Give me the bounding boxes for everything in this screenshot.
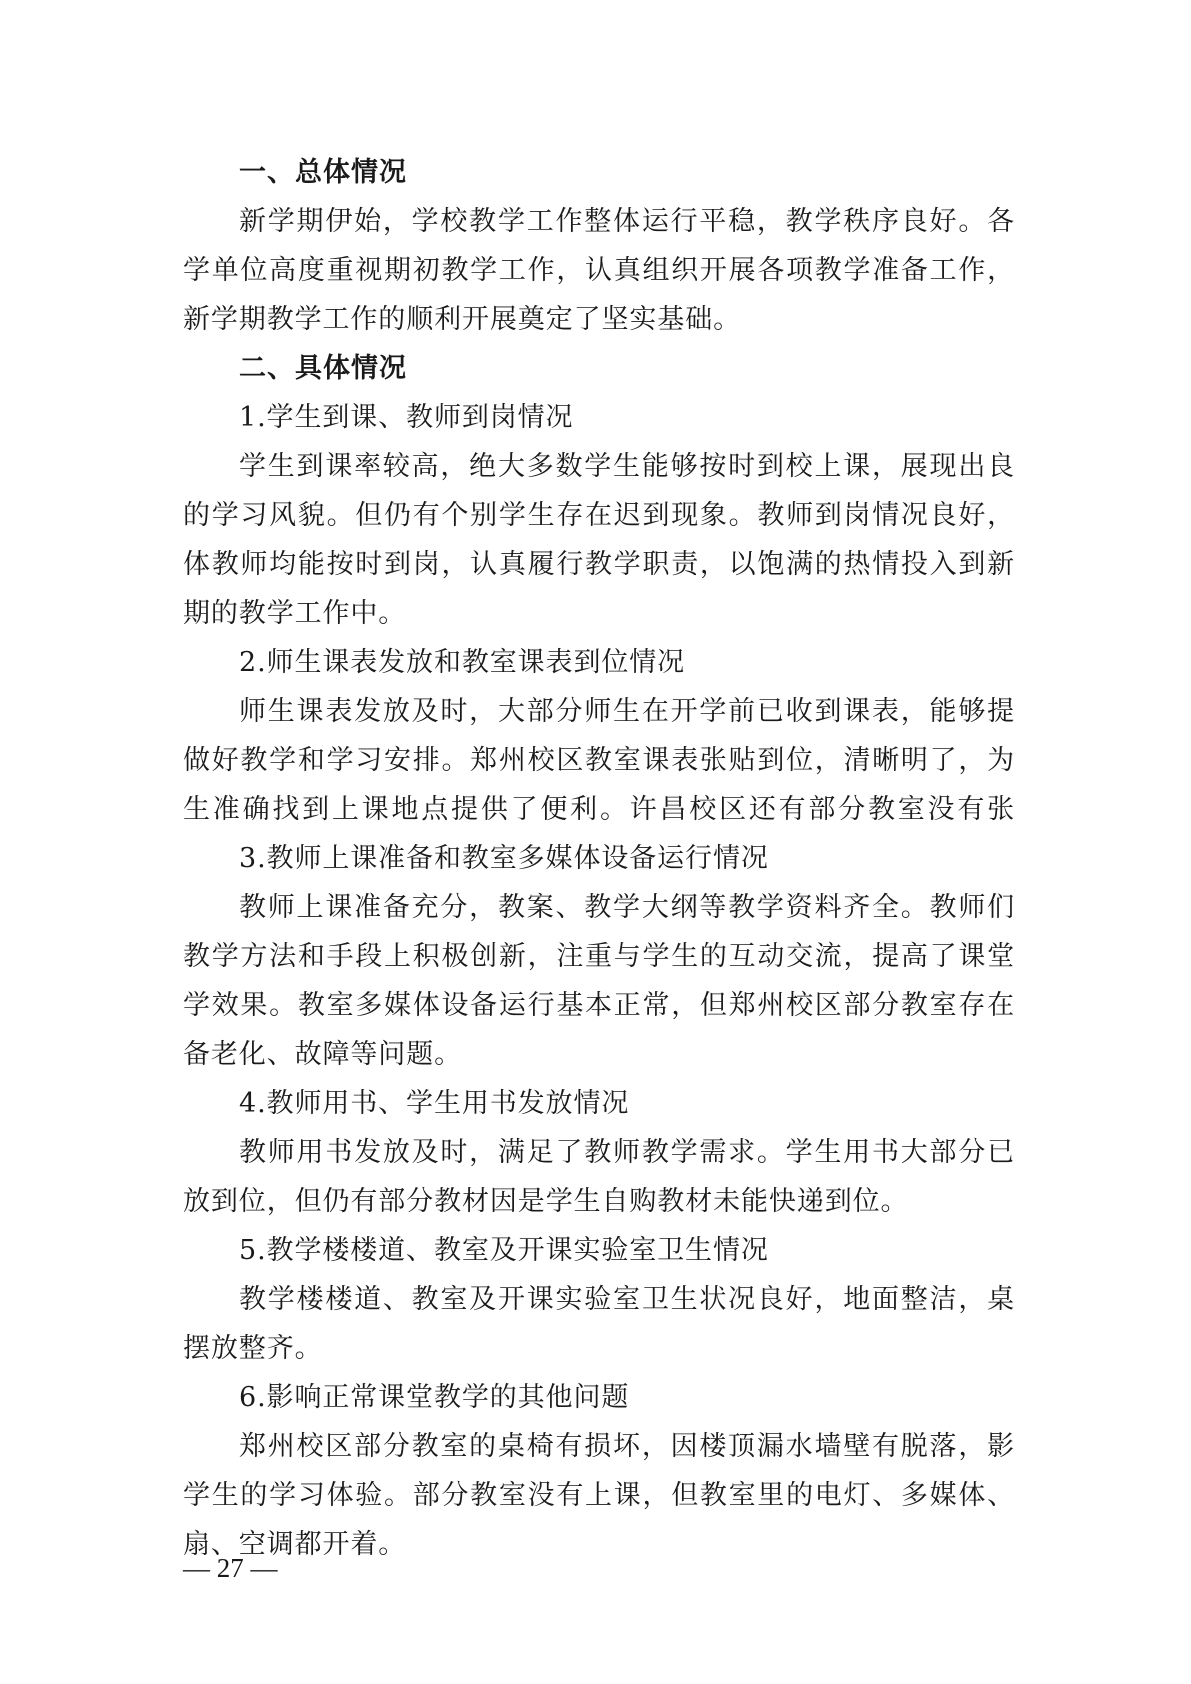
paragraph-line: 学单位高度重视期初教学工作，认真组织开展各项教学准备工作，	[183, 255, 1015, 286]
paragraph-line: 放到位，但仍有部分教材因是学生自购教材未能快递到位。	[183, 1186, 909, 1217]
document-body	[183, 148, 1015, 1569]
paragraph-line: 学效果。教室多媒体设备运行基本正常，但郑州校区部分教室存在	[183, 990, 1015, 1021]
paragraph-line: 扇、空调都开着。	[183, 1529, 407, 1560]
paragraph-line: 新学期教学工作的顺利开展奠定了坚实基础。	[183, 304, 741, 335]
paragraph-line: 摆放整齐。	[183, 1333, 323, 1364]
subheading-attendance: 1.学生到课、教师到岗情况	[239, 402, 574, 433]
paragraph-line: 师生课表发放及时，大部分师生在开学前已收到课表，能够提	[239, 696, 1015, 727]
paragraph-line: 做好教学和学习安排。郑州校区教室课表张贴到位，清晰明了，为	[183, 745, 1015, 776]
paragraph-line: 生准确找到上课地点提供了便利。许昌校区还有部分教室没有张	[183, 794, 1015, 825]
subheading-hygiene: 5.教学楼楼道、教室及开课实验室卫生情况	[239, 1235, 769, 1266]
paragraph-line: 郑州校区部分教室的桌椅有损坏，因楼顶漏水墙壁有脱落，影	[239, 1431, 1015, 1462]
subheading-textbooks: 4.教师用书、学生用书发放情况	[239, 1088, 630, 1119]
subheading-timetable: 2.师生课表发放和教室课表到位情况	[239, 647, 686, 678]
paragraph-line: 备老化、故障等问题。	[183, 1039, 462, 1070]
paragraph-line: 教师上课准备充分，教案、教学大纲等教学资料齐全。教师们	[239, 892, 1015, 923]
paragraph-line: 新学期伊始，学校教学工作整体运行平稳，教学秩序良好。各	[239, 206, 1015, 237]
paragraph-line: 期的教学工作中。	[183, 598, 407, 629]
page-number: — 27 —	[183, 1553, 278, 1583]
section-heading-details: 二、具体情况	[239, 353, 407, 384]
subheading-preparation-multimedia: 3.教师上课准备和教室多媒体设备运行情况	[239, 843, 769, 874]
paragraph-line: 教师用书发放及时，满足了教师教学需求。学生用书大部分已	[239, 1137, 1015, 1168]
paragraph-line: 的学习风貌。但仍有个别学生存在迟到现象。教师到岗情况良好，	[183, 500, 1015, 531]
section-heading-overview: 一、总体情况	[239, 157, 407, 188]
paragraph-line: 教学方法和手段上积极创新，注重与学生的互动交流，提高了课堂	[183, 941, 1015, 972]
paragraph-line: 学生到课率较高，绝大多数学生能够按时到校上课，展现出良	[239, 451, 1015, 482]
paragraph-line: 体教师均能按时到岗，认真履行教学职责，以饱满的热情投入到新	[183, 549, 1015, 580]
subheading-other-issues: 6.影响正常课堂教学的其他问题	[239, 1382, 630, 1413]
paragraph-line: 教学楼楼道、教室及开课实验室卫生状况良好，地面整洁，桌	[239, 1284, 1015, 1315]
paragraph-line: 学生的学习体验。部分教室没有上课，但教室里的电灯、多媒体、	[183, 1480, 1015, 1511]
